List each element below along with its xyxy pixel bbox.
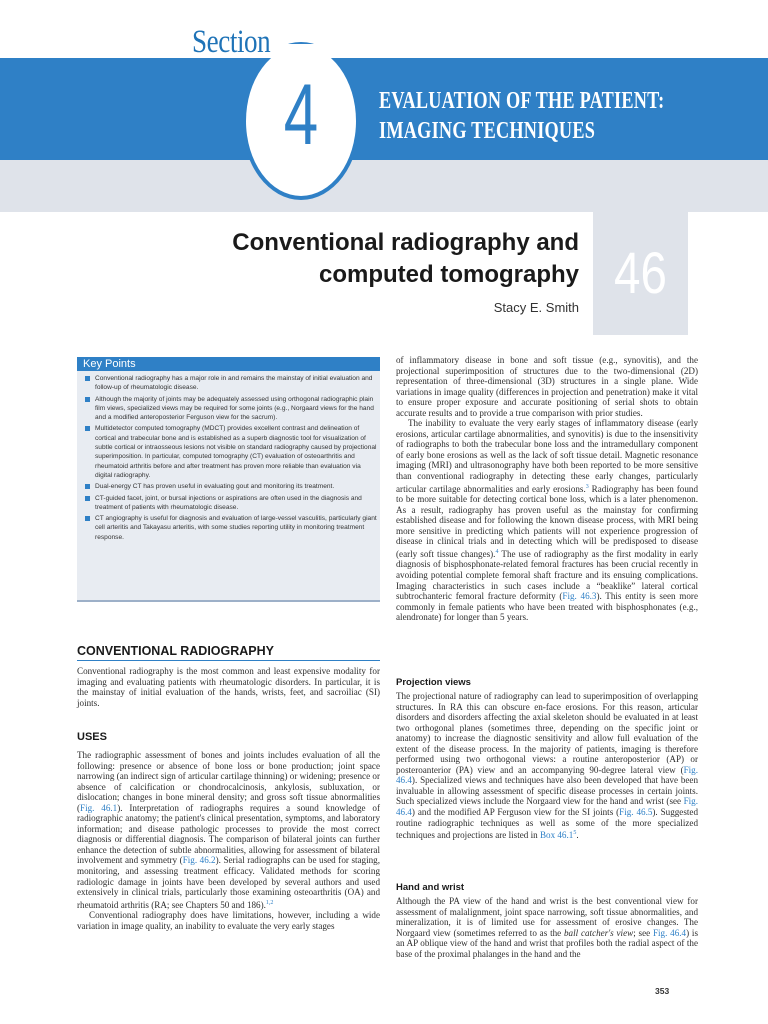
heading-conventional-radiography: CONVENTIONAL RADIOGRAPHY [77,644,275,658]
heading-hand-and-wrist: Hand and wrist [396,882,465,893]
section-label: Section [192,24,271,60]
figure-link[interactable]: Fig. 46.1 [80,802,118,813]
figure-link[interactable]: Fig. 46.2 [182,855,216,866]
right-column-body [396,355,698,623]
section-number: 4 [283,67,319,163]
key-points-list [83,374,377,544]
key-point-item: Multidetector computed tomography (MDCT) provides excellent contrast and delineation of cortical and trabecular bone and is established as a superb diagnostic tool for visualization of subtle cortical or intraosseous lesions not visible on standard radiography caused by projectional superimposition. In particular, computed tomography (CT) evaluation of osteoarthritis and rheumatoid arthritis before and after treatment has proven more reliable than evaluation via digital radiography. [83,424,377,480]
paragraph-hand-wrist: Although the PA view of the hand and wrist is the best conventional view for assessment of malalignment, joint space narrowing, soft tissue abnormalities, and mineralization, it is of limited use for assessment of erosive changes. The Norgaard view (sometimes referred to as the ball catcher's view; see Fig. 46.4) is an AP oblique view of the hand and wrist that profiles both the radial aspect of the base of the proximal phalanges in the hand and the [396,896,698,959]
key-points-label: Key Points [83,358,136,370]
key-point-item: Although the majority of joints may be adequately assessed using orthogonal radiographic plain film views, specialized views may be required for some joints (e.g., Norgaard views for the hand and a modified anteroposterior Ferguson view for the sacrum). [83,395,377,423]
figure-link[interactable]: Fig. 46.4 [652,927,687,938]
intro-paragraph [77,666,380,708]
section-band-lower [0,160,768,212]
reference-link[interactable]: 1,2 [265,899,274,906]
chapter-title [200,227,579,291]
section-title [379,86,664,146]
paragraph-early-stages: The inability to evaluate the very early stages of inflammatory disease (early erosions, articular cartilage abnormalities, and synovitis) is due to the insensitivity of radiographs to both the trabecular bone loss and the intramedullary component of early bone erosions as well as the lack of soft tissue detail. Magnetic resonance imaging (MRI) and ultrasonography have both been reported to be more sensitive than conventional radiography in detecting these early changes, particularly articular cartilage abnormalities and early erosions.$^3$ Radiography has been found to be more suitable for detecting cortical bone loss, which is a later phenomenon. As a result, radiography has proven useful as the mainstay for confirming established disease and for following the known disease process, with MRI being more sensitive in predicting which patients will not experience progression of disease in clinical trials and in detecting which will be predisposed to disease (early soft tissue changes).$^4$ The use of radiography as the first modality in early diagnosis of bisphosphonate-related femoral fractures has been crucial recently in avoiding potential complete femoral shaft fracture and its ensuing complications. Imaging characteristics in such cases include a “beaklike” lateral cortical subtrochanteric femoral fracture deformity (Fig. 46.3). This entity is seen more commonly in female patients who have been treated with bisphosphonates (e.g., alendronate) for longer than 5 years. [396,418,698,623]
section-title-line2: IMAGING TECHNIQUES [379,118,596,144]
key-point-item: Dual-energy CT has proven useful in evaluating gout and monitoring its treatment. [83,482,377,491]
uses-paragraph-1: The radiographic assessment of bones and joints includes evaluation of all the following: presence or absence of bone loss or bone production; joint space narrowing (an indirect sign of articular cartilage thinning) or widening; presence or absence of calcification or chondrocalcinosis, ankylosis, subluxation, or dislocation; changes in bone mineral density; and gross soft tissue abnormalities (Fig. 46.1). Interpretation of radiographs requires a sound knowledge of radiographic anatomy; the patient's clinical presentation, symptoms, and laboratory information; and disease pathologic processes to provide the most correct diagnosis or differential diagnosis. The comparison of bilateral joints can further enhance the detection of subtle abnormalities, allowing for assessment of bilateral involvement and symmetry (Fig. 46.2). Serial radiographs can be used for staging, monitoring, and assessing treatment efficacy. Validated methods for scoring radiologic damage in joints have been developed by several authors and used extensively in clinical trials, particularly those examining osteoarthritis (OA) and rheumatoid arthritis (RA; see Chapters 50 and 186).$^{1,2}$ [77,750,380,910]
key-point-item: CT-guided facet, joint, or bursal injections or aspirations are often used in the diagnosis and treatment of patients with rheumatologic disease. [83,494,377,513]
hand-wrist-body [396,896,698,959]
uses-body [77,750,380,931]
intro-text: Conventional radiography is the most common and least expensive modality for imaging and evaluating patients with rheumatologic disorders. In particular, it is the mainstay of initial evaluation of the hands, wrists, feet, and sacroiliac (SI) joints. [77,666,380,708]
section-title-line1: EVALUATION OF THE PATIENT: [379,88,665,114]
reference-link[interactable]: 5 [573,830,577,837]
box-link[interactable]: Box 46.1 [539,830,574,841]
chapter-author: Stacy E. Smith [493,300,579,315]
paragraph-projection: The projectional nature of radiography can lead to superimposition of overlapping structures. In RA this can obscure en-face erosions. For this reason, articular disorders and disorders affecting the axial skeleton should be evaluated in at least two orthogonal planes (sometimes three, depending on the specific joint or anatomy) to increase the diagnostic sensitivity and allow full evaluation of the extent of the disease process. In the majority of patients, imaging is therefore performed using two orthogonal views: a routine anteroposterior (AP) or posteroanterior (PA) view and an accompanying 90-degree lateral view (Fig. 46.4). Specialized views and techniques have also been developed that have been invaluable in allowing assessment of specific disease processes in certain joints. Such specialized views include the Norgaard view for the hand and wrist (see Fig. 46.4) and the modified AP Ferguson view for the SI joints (Fig. 46.5). Suggested routine radiographic techniques as well as some of the more specialized techniques and projections are listed in Box 46.1$^5$. [396,691,698,841]
figure-link[interactable]: Fig. 46.5 [619,807,653,818]
figure-link[interactable]: Fig. 46.4 [396,796,698,818]
page-number: 353 [655,986,670,996]
projection-body [396,691,698,841]
figure-link[interactable]: Fig. 46.4 [396,764,698,786]
key-point-item: Conventional radiography has a major role in and remains the mainstay of initial evaluation and follow-up of rheumatologic disease. [83,374,377,393]
figure-link[interactable]: Fig. 46.3 [562,591,597,602]
reference-link[interactable]: 3 [585,483,589,490]
key-point-item: CT angiography is useful for diagnosis and evaluation of large-vessel vasculitis, particularly giant cell arteritis and Takayasu arteritis, with some studies reporting utility in monitoring treatment response. [83,514,377,542]
heading-rule [77,660,380,661]
chapter-title-line1: Conventional radiography and [232,229,579,256]
reference-link[interactable]: 4 [495,548,499,555]
uses-paragraph-2: Conventional radiography does have limitations, however, including a wide variation in image quality, an inability to evaluate the very early stages [77,910,380,931]
chapter-number: 46 [614,241,667,306]
paragraph-limitations: of inflammatory disease in bone and soft tissue (e.g., synovitis), and the projectional superimposition of structures due to the two-dimensional (2D) representation of three-dimensional (3D) structures in a single plane. Wide variations in image quality (differences in projection and penetration) make it vital to ensure proper exposure and accurate positioning of serial shots to obtain accurate results and to provide a true comparison with prior studies. [396,355,698,418]
chapter-title-line2: computed tomography [318,261,579,288]
heading-uses: USES [77,731,107,743]
heading-projection-views: Projection views [396,677,471,688]
